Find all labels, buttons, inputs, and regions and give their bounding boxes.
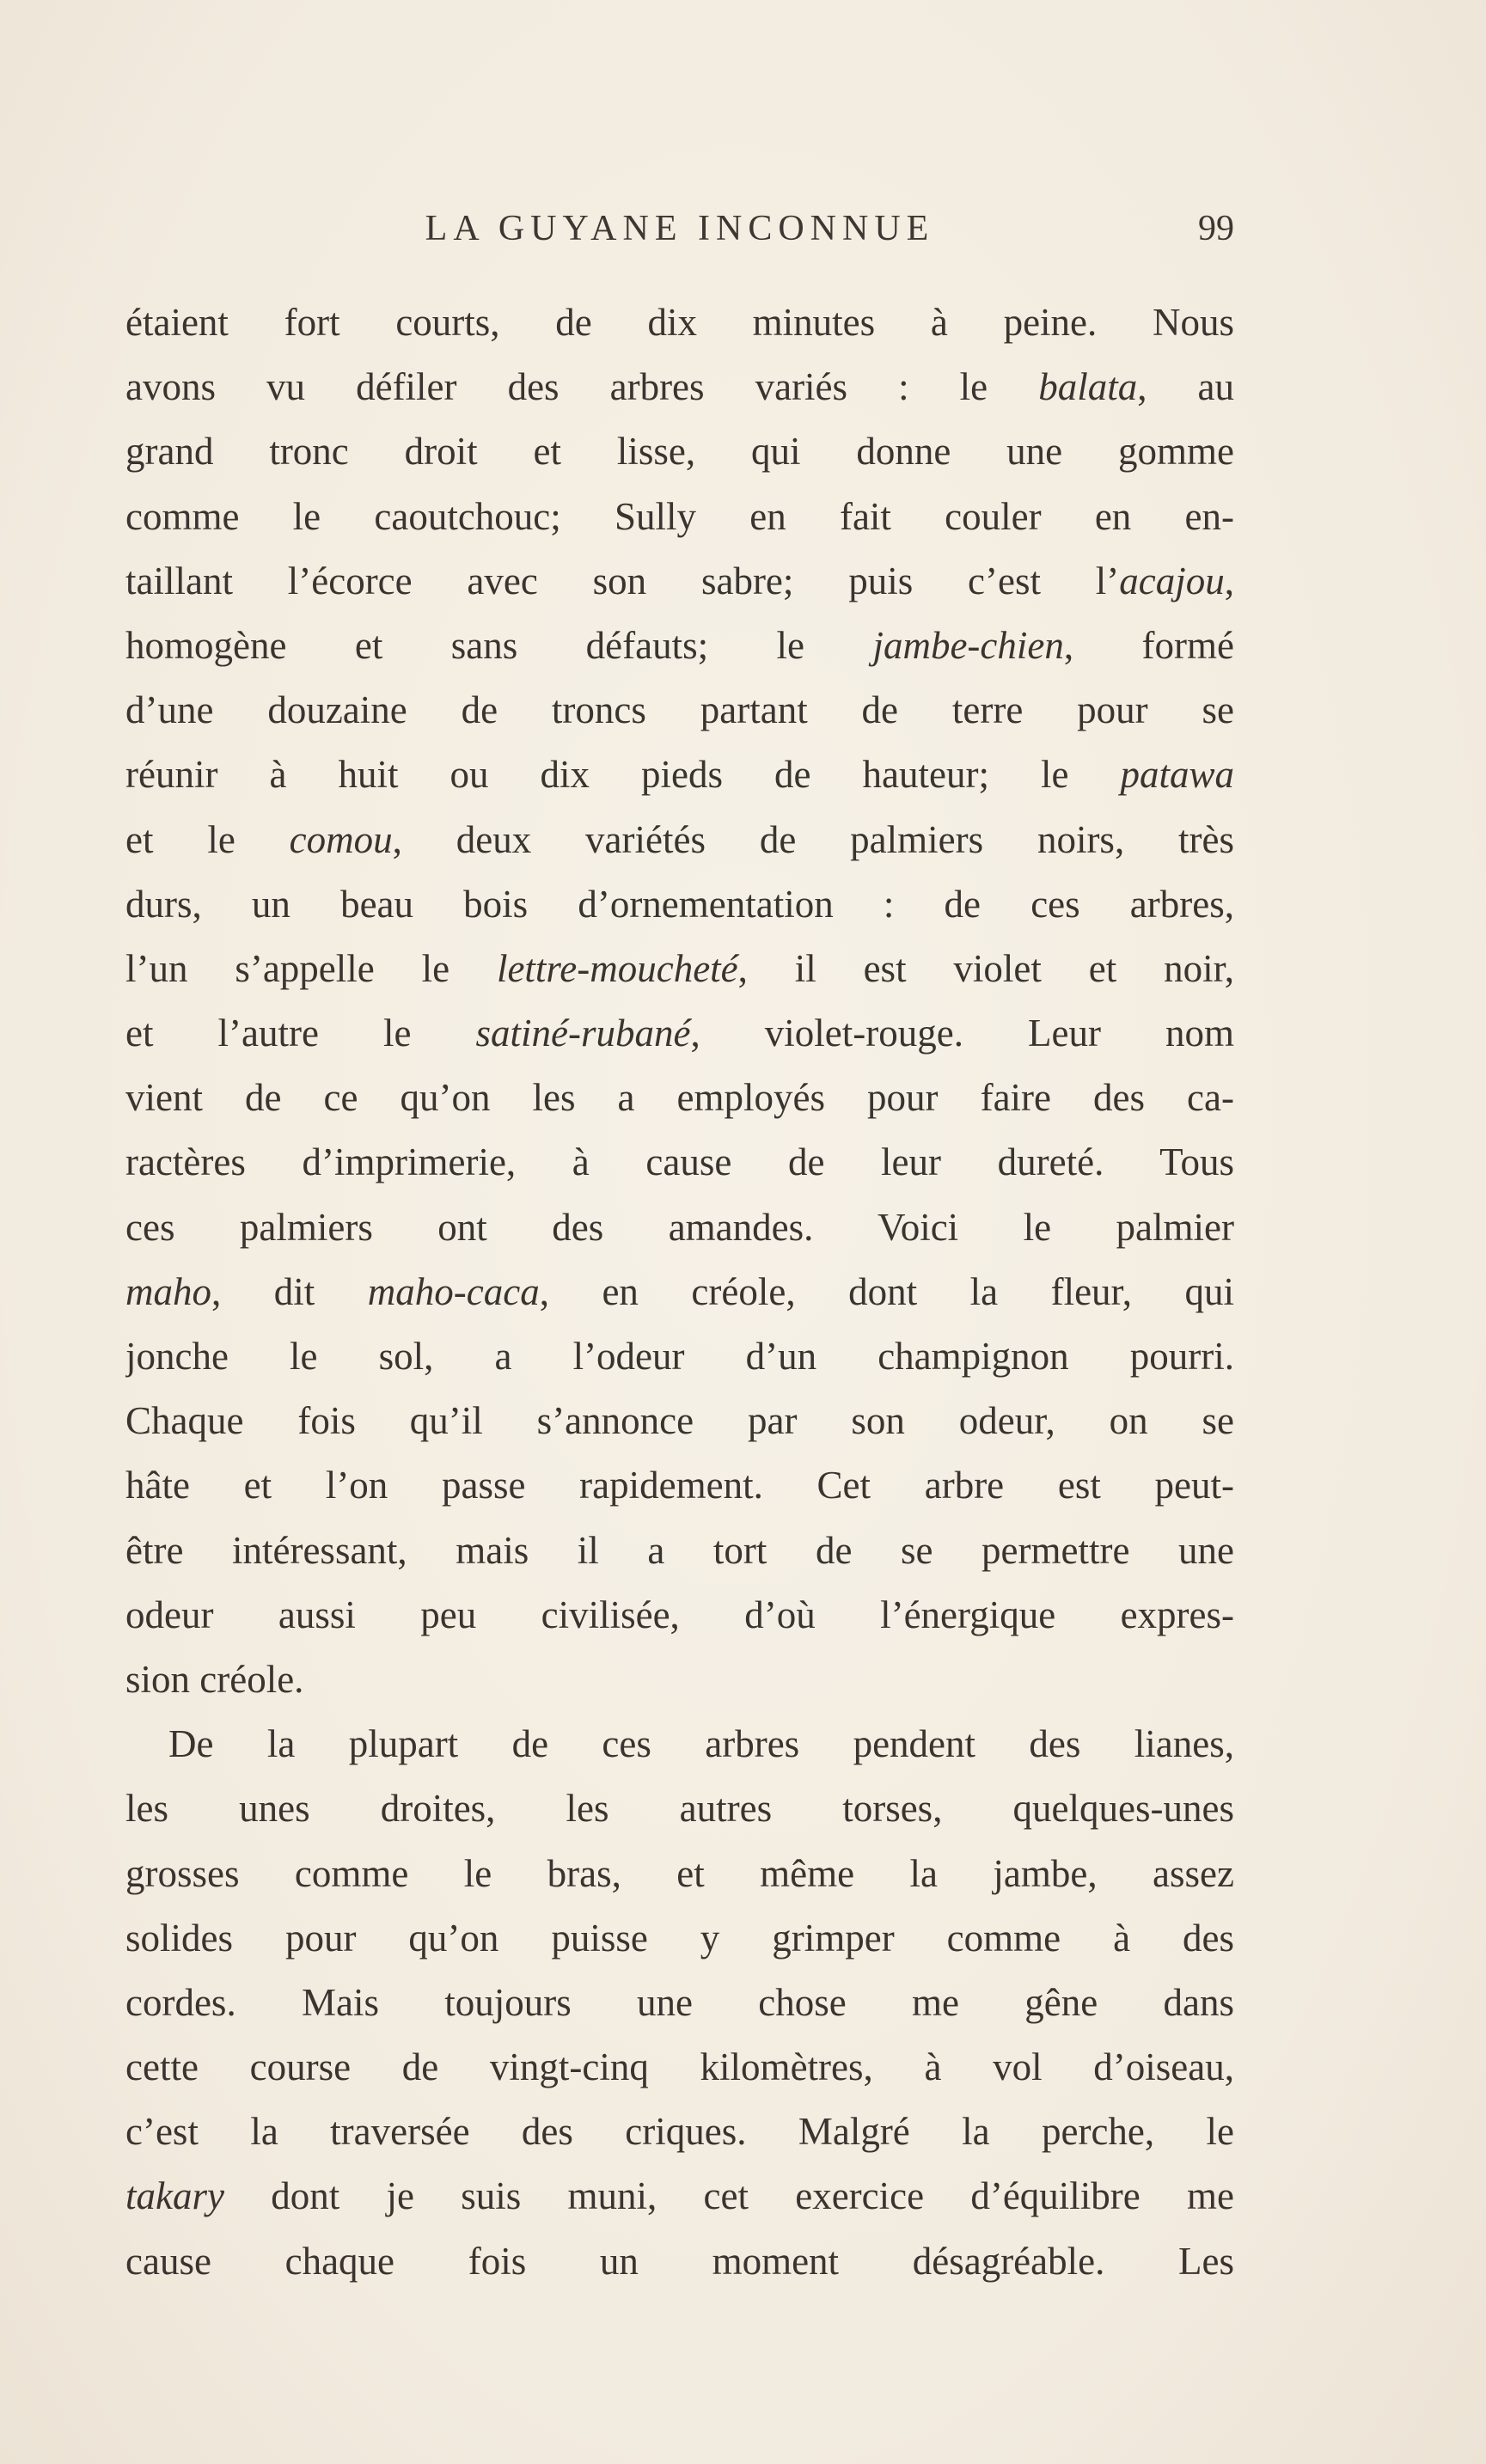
text-line xyxy=(125,1842,1234,1906)
text-run: odeur aussi peu civilisée, d’où l’énergique expres- xyxy=(125,1593,1234,1636)
text-line xyxy=(125,1130,1234,1195)
italic-term: satiné-rubané xyxy=(475,1012,691,1055)
paragraph xyxy=(125,290,1234,1712)
text-line xyxy=(125,2164,1234,2229)
text-run: c’est la traversée des criques. Malgré la perche, le xyxy=(125,2110,1234,2154)
text-line xyxy=(125,1389,1234,1453)
text-run: Chaque fois qu’il s’annonce par son odeur, on se xyxy=(125,1399,1234,1443)
text-run: , deux variétés de palmiers noirs, très xyxy=(392,817,1234,861)
italic-term: takary xyxy=(125,2174,224,2218)
text-line xyxy=(125,2100,1234,2164)
italic-term: balata xyxy=(1038,365,1138,409)
page-number: 99 xyxy=(1198,209,1234,248)
text-line xyxy=(125,485,1234,549)
text-run: , formé xyxy=(1063,623,1234,667)
text-line xyxy=(125,2229,1234,2294)
text-run: homogène et sans défauts; le xyxy=(125,623,873,667)
italic-term: maho xyxy=(125,1269,211,1313)
text-run: réunir à huit ou dix pieds de hauteur; le xyxy=(125,753,1121,797)
text-run: , violet-rouge. Leur nom xyxy=(690,1012,1234,1055)
text-run: étaient fort courts, de dix minutes à peine. Nous xyxy=(125,301,1234,344)
text-run: les unes droites, les autres torses, quelques-unes xyxy=(125,1787,1234,1831)
text-line xyxy=(125,1583,1234,1648)
text-line xyxy=(125,1001,1234,1066)
text-run: l’un s’appelle le xyxy=(125,946,497,990)
text-run: , en créole, dont la fleur, qui xyxy=(539,1269,1234,1313)
text-run: durs, un beau bois d’ornementation : de ces arbres, xyxy=(125,882,1234,926)
text-line xyxy=(125,937,1234,1001)
text-line xyxy=(125,1648,1234,1712)
text-line xyxy=(125,1324,1234,1389)
text-run: , dit xyxy=(211,1269,368,1313)
text-run: comme le caoutchouc; Sully en fait couler en en- xyxy=(125,494,1234,538)
text-line xyxy=(125,808,1234,872)
text-line xyxy=(125,1971,1234,2035)
text-run: jonche le sol, a l’odeur d’un champignon pourri. xyxy=(125,1335,1234,1378)
text-run: cause chaque fois un moment désagréable. Les xyxy=(125,2239,1234,2283)
body-text xyxy=(125,290,1234,2294)
text-line xyxy=(125,1519,1234,1583)
text-run: cordes. Mais toujours une chose me gêne dans xyxy=(125,1980,1234,2024)
italic-term: comou xyxy=(289,817,393,861)
text-run: cette course de vingt-cinq kilomètres, à vol d’oiseau, xyxy=(125,2045,1234,2089)
text-line xyxy=(125,614,1234,678)
text-run: sion créole. xyxy=(125,1657,304,1701)
text-line xyxy=(125,1453,1234,1518)
text-run: ces palmiers ont des amandes. Voici le palmier xyxy=(125,1205,1234,1249)
text-run: hâte et l’on passe rapidement. Cet arbre est peut- xyxy=(125,1464,1234,1507)
italic-term: acajou xyxy=(1119,559,1225,602)
text-line xyxy=(125,290,1234,355)
text-line xyxy=(125,1776,1234,1841)
text-line xyxy=(125,549,1234,614)
text-run: , xyxy=(1224,559,1234,602)
text-run: d’une douzaine de troncs partant de terre pour se xyxy=(125,688,1234,732)
text-run: grand tronc droit et lisse, qui donne une gomme xyxy=(125,430,1234,474)
text-run: avons vu défiler des arbres variés : le xyxy=(125,365,1039,409)
text-run: grosses comme le bras, et même la jambe, assez xyxy=(125,1851,1234,1895)
text-line xyxy=(125,355,1234,419)
text-run: solides pour qu’on puisse y grimper comme à des xyxy=(125,1916,1234,1960)
text-run: et le xyxy=(125,817,290,861)
text-line xyxy=(125,678,1234,743)
text-line xyxy=(125,1195,1234,1260)
text-run: , au xyxy=(1137,365,1234,409)
text-run: dont je suis muni, cet exercice d’équilibre me xyxy=(223,2174,1234,2218)
text-run: taillant l’écorce avec son sabre; puis c’est l’ xyxy=(125,559,1120,602)
text-run: , il est violet et noir, xyxy=(737,946,1234,990)
running-title: LA GUYANE INCONNUE xyxy=(425,209,935,248)
text-line xyxy=(125,419,1234,484)
text-line xyxy=(125,1066,1234,1130)
text-run: et l’autre le xyxy=(125,1012,476,1055)
running-header xyxy=(125,203,1234,254)
italic-term: patawa xyxy=(1120,753,1234,797)
text-line xyxy=(125,743,1234,807)
text-line xyxy=(125,872,1234,937)
text-line xyxy=(125,1712,1234,1776)
text-line xyxy=(125,2035,1234,2100)
text-line xyxy=(125,1260,1234,1324)
italic-term: jambe-chien xyxy=(872,623,1064,667)
text-run: ractères d’imprimerie, à cause de leur dureté. Tous xyxy=(125,1140,1234,1184)
text-run: être intéressant, mais il a tort de se permettre une xyxy=(125,1528,1234,1572)
text-line xyxy=(125,1906,1234,1971)
italic-term: lettre-moucheté xyxy=(496,946,738,990)
text-run: De la plupart de ces arbres pendent des lianes, xyxy=(168,1722,1234,1766)
text-run: vient de ce qu’on les a employés pour faire des ca- xyxy=(125,1076,1234,1120)
paragraph xyxy=(125,1712,1234,2294)
italic-term: maho-caca xyxy=(367,1269,540,1313)
